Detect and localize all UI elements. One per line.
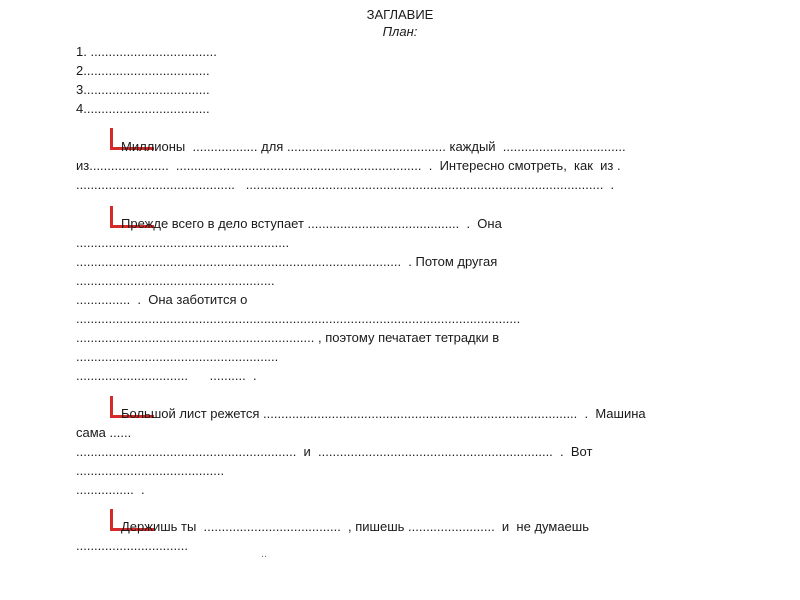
section1-line-1: Миллионы .................. для ............................................ каждый .................................. xyxy=(121,139,626,154)
section2-line-1: Прежде всего в дело вступает .......................................... . Она xyxy=(121,216,502,231)
section2-line-6: ........................................................................................................................... xyxy=(76,311,521,326)
section2-line-5: ............... . Она заботится о xyxy=(76,292,248,307)
plan-item-3: 3................................... xyxy=(76,82,210,97)
section3-line-1: Большой лист режется ....................................................................................... . Машина xyxy=(121,406,646,421)
faint-dots: .. xyxy=(261,548,268,560)
section3-line-5: ................ . xyxy=(76,482,145,497)
section4-line-2: ............................... xyxy=(76,538,188,553)
section2-line-9: ............................... .......... . xyxy=(76,368,257,383)
section2-line-3: .......................................................................................... . Потом другая xyxy=(76,254,498,269)
page-subtitle: План: xyxy=(382,24,418,39)
section2-line-8: ........................................................ xyxy=(76,349,279,364)
section2-line-4: ....................................................... xyxy=(76,273,275,288)
section1-line-3: ............................................ ................................................................................................... . xyxy=(76,177,615,192)
plan-item-2: 2................................... xyxy=(76,63,210,78)
section3-line-2: сама ...... xyxy=(76,425,132,440)
section2-line-7: .................................................................. , поэтому печатает тетрадки в xyxy=(76,330,500,345)
section1-line-2: из...................... .................................................................... . Интересно смотреть, как из . xyxy=(76,158,621,173)
plan-item-4: 4................................... xyxy=(76,101,210,116)
plan-item-1: 1. ................................... xyxy=(76,44,217,59)
page-title: ЗАГЛАВИЕ xyxy=(366,7,434,22)
section2-line-2: ........................................................... xyxy=(76,235,290,250)
section4-line-1: Держишь ты ...................................... , пишешь ........................ и не думаешь xyxy=(121,519,589,534)
section3-line-3: ............................................................. и ................................................................. . Вот xyxy=(76,444,593,459)
section3-line-4: ......................................... xyxy=(76,463,225,478)
